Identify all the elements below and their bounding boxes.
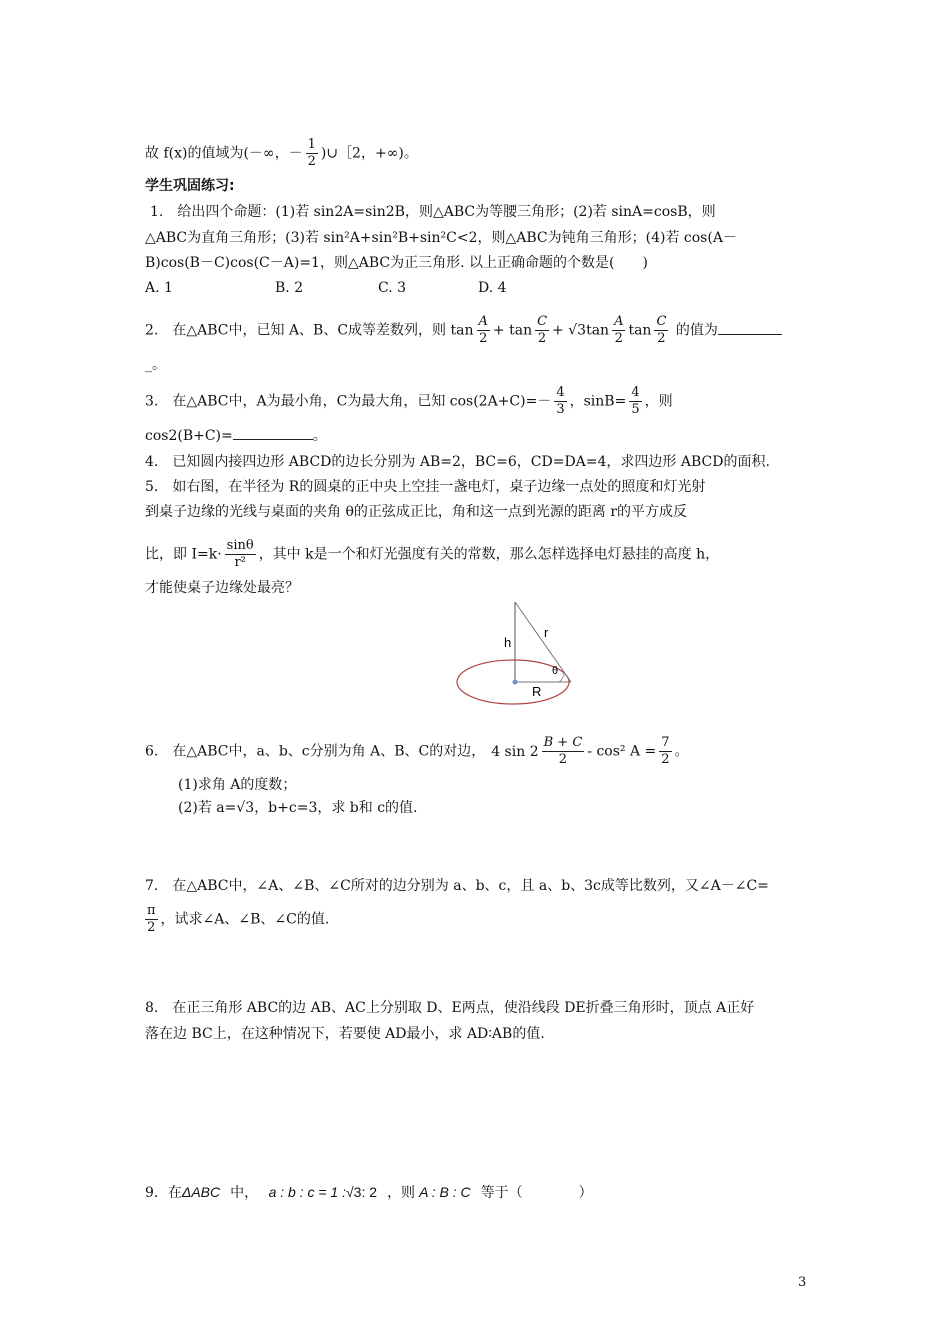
label-theta: θ [552, 665, 559, 677]
section-heading: 学生巩固练习: [145, 178, 235, 194]
q1-line-2: △ABC为直角三角形；(3)若 sin²A+sin²B+sin²C<2，则△ABC为钝角三角形；(4)若 cos(A－ [145, 230, 737, 246]
answer-blank [718, 334, 782, 335]
q7-line-2: $\frac{\pi}{2}$ ，试求∠A、∠B、∠C的值. [147, 903, 330, 935]
q7-line-1: 7. 在△ABC中，∠A、∠B、∠C所对的边分别为 a、b、c，且 a、b、3c成等比数列，又∠A－∠C= [145, 878, 769, 894]
q8-line-2: 落在边 BC上，在这种情况下，若要使 AD最小，求 AD∶AB的值. [145, 1026, 545, 1042]
option-b: B. 2 [275, 280, 304, 296]
label-r: r [544, 625, 549, 640]
q9: 9．在ΔABC 中， a : b : c = 1 :√3: 2 ，则 A : B : C 等于（ ） [145, 1184, 593, 1201]
q2-line-1: 2. 在△ABC中，已知 A、B、C成等差数列，则 tan $\frac{A}{2}$ + tan $\frac{C}{2}$ + √3tan $\frac{A}{2}$ tan $\frac{C}{2}$ 的值为 [145, 314, 782, 347]
q6-line-1: 6. 在△ABC中，a、b、c分别为角 A、B、C的对边， 4 sin 2 $\frac{B + C}{2}$ - cos² A = $\frac{7}{2}$ 。 [145, 735, 689, 767]
option-d: D. 4 [478, 280, 507, 296]
page-number: 3 [798, 1275, 807, 1290]
q1-line-3: B)cos(B－C)cos(C－A)=1，则△ABC为正三角形. 以上正确命题的个数是( ) [145, 255, 648, 271]
fraction-half: $\frac{1}{2}$ [307, 137, 316, 169]
q5-line-3: 比，即 I=k· $\frac{\sin\theta}{\text{r²}}$ ，其中 k是一个和灯光强度有关的常数，那么怎样选择电灯悬挂的高度 h， [145, 538, 720, 570]
option-c: C. 3 [378, 280, 407, 296]
ray-line [515, 602, 571, 682]
label-h: h [504, 635, 512, 650]
range-conclusion: 故 f(x)的值域为(－∞，－ $\frac{1}{2}$ )∪［2，+∞)。 [145, 137, 418, 169]
q5-line-1: 5. 如右图，在半径为 R的圆桌的正中央上空挂一盏电灯，桌子边缘一点处的照度和灯光射 [145, 479, 706, 495]
q5-line-4: 才能使桌子边缘处最亮？ [145, 580, 299, 596]
angle-arc [559, 672, 564, 682]
center-point [513, 680, 518, 685]
q6-part-2: (2)若 a=√3，b+c=3，求 b和 c的值. [178, 800, 418, 816]
lamp-table-figure [455, 600, 585, 708]
q2-line-2: _。 [145, 357, 166, 373]
q1-line-1: 1. 给出四个命题：(1)若 sin2A=sin2B，则△ABC为等腰三角形；(2)若 sinA=cosB，则 [150, 204, 716, 220]
q6-part-1: (1)求角 A的度数； [178, 777, 297, 793]
label-R: R [532, 684, 542, 699]
q4: 4. 已知圆内接四边形 ABCD的边长分别为 AB=2，BC=6，CD=DA=4，求四边形 ABCD的面积. [145, 454, 770, 470]
q8-line-1: 8. 在正三角形 ABC的边 AB、AC上分别取 D、E两点，使沿线段 DE折叠三角形时，顶点 A正好 [145, 1000, 755, 1016]
q5-line-2: 到桌子边缘的光线与桌面的夹角 θ的正弦成正比，角和这一点到光源的距离 r的平方成反 [145, 504, 688, 520]
q3-line-2: cos2(B+C)= 。 [145, 428, 327, 444]
answer-blank [233, 439, 313, 440]
q3-line-1: 3. 在△ABC中，A为最小角，C为最大角，已知 cos(2A+C)=－ $\frac{4}{3}$ ，sinB= $\frac{4}{5}$ ，则 [145, 385, 673, 417]
option-a: A. 1 [145, 280, 173, 296]
